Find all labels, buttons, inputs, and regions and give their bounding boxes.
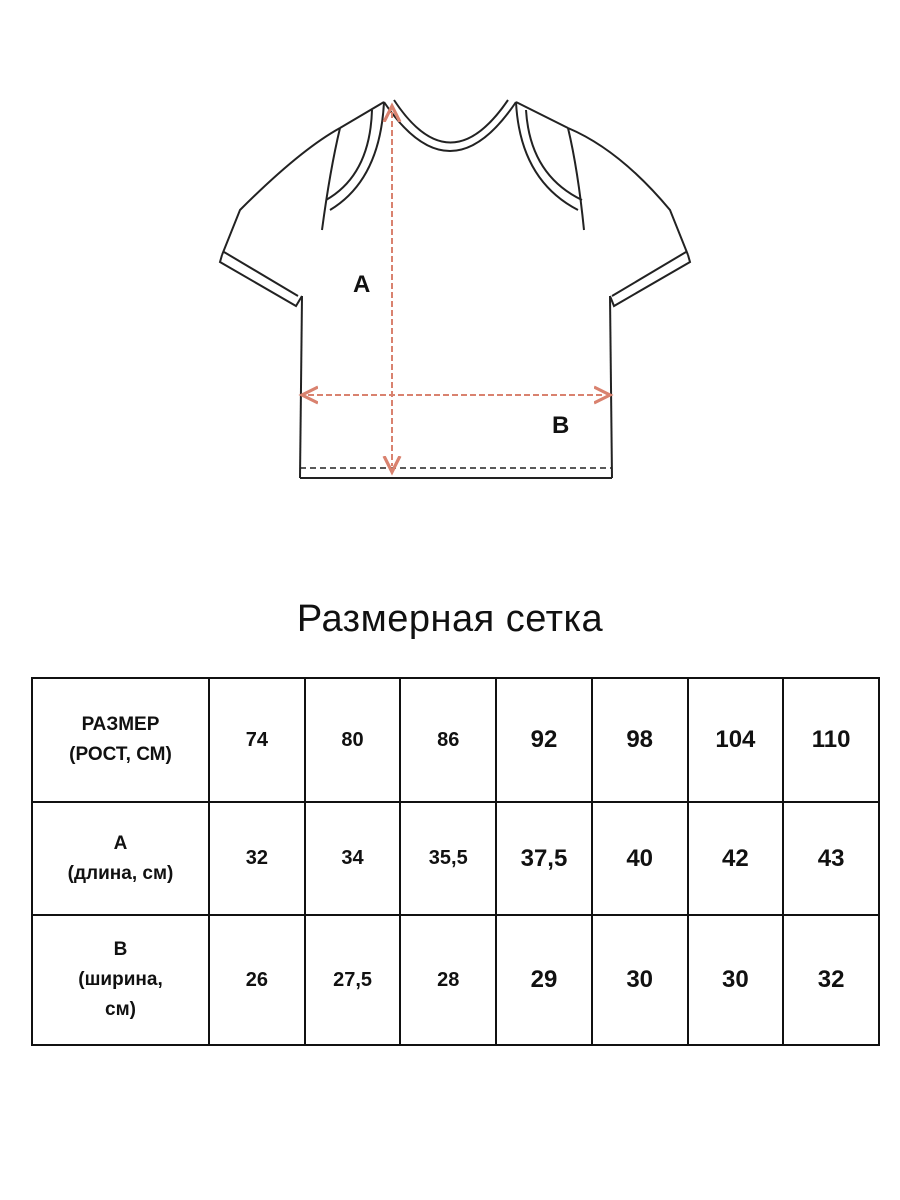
- table-cell: 30: [688, 915, 784, 1045]
- table-cell: 74: [209, 678, 305, 802]
- table-cell: 32: [209, 802, 305, 915]
- row-label-line: (длина, см): [67, 862, 174, 884]
- tshirt-body: [220, 100, 690, 478]
- tshirt-diagram: [0, 0, 900, 520]
- table-cell: 40: [592, 802, 688, 915]
- table-cell: 32: [783, 915, 879, 1045]
- table-row-length: [32, 802, 879, 915]
- page-title: Размерная сетка: [296, 598, 604, 640]
- row-label-line: РАЗМЕР: [81, 714, 160, 735]
- table-row-size: [32, 678, 879, 802]
- row-label-line: (ширина,: [78, 969, 163, 990]
- table-row-width: [32, 915, 879, 1045]
- table-cell: 110: [783, 678, 879, 802]
- table-cell: 43: [783, 802, 879, 915]
- table-cell: 27,5: [305, 915, 401, 1045]
- table-cell: 92: [496, 678, 592, 802]
- measure-b-label: B: [552, 412, 570, 439]
- table-cell: 34: [305, 802, 401, 915]
- table-cell: 35,5: [400, 802, 496, 915]
- row-label-line: (РОСТ, СМ): [69, 744, 172, 765]
- table-cell: 42: [688, 802, 784, 915]
- size-table: [31, 677, 880, 1046]
- table-cell: 98: [592, 678, 688, 802]
- row-label-length: [32, 802, 209, 915]
- tshirt-outline-svg: [0, 0, 900, 520]
- table-cell: 104: [688, 678, 784, 802]
- table-cell: 86: [400, 678, 496, 802]
- measure-a-label: A: [353, 271, 371, 298]
- table-cell: 29: [496, 915, 592, 1045]
- table-cell: 80: [305, 678, 401, 802]
- table-cell: 26: [209, 915, 305, 1045]
- row-label-width: [32, 915, 209, 1045]
- row-label-line: см): [105, 999, 136, 1020]
- row-label-line: B: [113, 939, 128, 960]
- table-cell: 37,5: [496, 802, 592, 915]
- row-label-size: [32, 678, 209, 802]
- row-label-line: A: [113, 832, 128, 854]
- table-cell: 28: [400, 915, 496, 1045]
- table-cell: 30: [592, 915, 688, 1045]
